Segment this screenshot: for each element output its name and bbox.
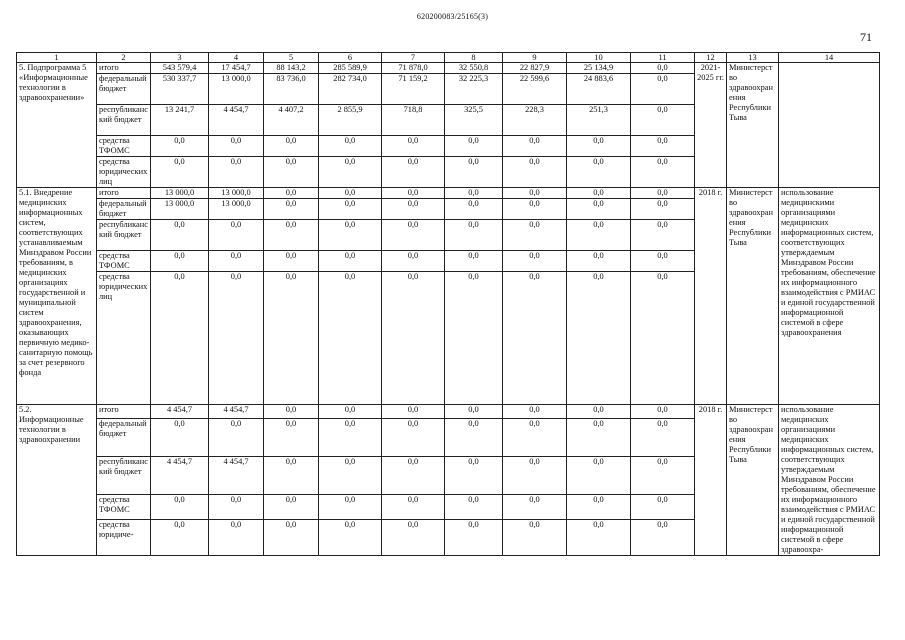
amount-cell: 0,0 (567, 157, 631, 188)
amount-cell: 0,0 (567, 272, 631, 405)
amount-cell: 0,0 (631, 520, 695, 556)
amount-cell: 13 000,0 (151, 188, 209, 199)
amount-cell: 0,0 (264, 188, 319, 199)
amount-cell: 0,0 (264, 157, 319, 188)
amount-cell: 0,0 (209, 418, 264, 456)
amount-cell: 0,0 (151, 272, 209, 405)
amount-cell: 0,0 (631, 199, 695, 220)
amount-cell: 0,0 (445, 272, 503, 405)
amount-cell: 0,0 (319, 157, 382, 188)
amount-cell: 0,0 (567, 251, 631, 272)
amount-cell: 0,0 (151, 251, 209, 272)
amount-cell: 0,0 (264, 272, 319, 405)
amount-cell: 0,0 (319, 251, 382, 272)
amount-cell: 0,0 (631, 105, 695, 136)
amount-cell: 0,0 (151, 157, 209, 188)
amount-cell: 13 241,7 (151, 105, 209, 136)
amount-cell: 228,3 (503, 105, 567, 136)
amount-cell: 0,0 (567, 494, 631, 520)
amount-cell: 0,0 (319, 418, 382, 456)
amount-cell: 0,0 (631, 157, 695, 188)
amount-cell: 2 855,9 (319, 105, 382, 136)
amount-cell: 0,0 (445, 456, 503, 494)
amount-cell: 0,0 (631, 188, 695, 199)
amount-cell: 0,0 (503, 220, 567, 251)
amount-cell: 0,0 (567, 405, 631, 419)
amount-cell: 0,0 (631, 272, 695, 405)
amount-cell: 0,0 (503, 136, 567, 157)
amount-cell: 0,0 (382, 456, 445, 494)
amount-cell: 0,0 (382, 188, 445, 199)
funding-source: средства ТФОМС (97, 251, 151, 272)
amount-cell: 22 827,9 (503, 63, 567, 74)
amount-cell: 0,0 (503, 405, 567, 419)
result-cell: использование медицинскими организациями медицинских информационных систем, соответствующих утверждаемым Минздравом России требованиям, обеспечение их информационного взаимодействия с РМИАС и единой государственной информационной системой в сфере здравоохранения (779, 188, 880, 405)
amount-cell: 4 454,7 (151, 456, 209, 494)
funding-source: федеральный бюджет (97, 74, 151, 105)
amount-cell: 22 599,6 (503, 74, 567, 105)
amount-cell: 0,0 (382, 272, 445, 405)
amount-cell: 0,0 (264, 251, 319, 272)
amount-cell: 0,0 (567, 136, 631, 157)
program-name: 5. Подпрограмма 5 «Информационные технологии в здравоохранении» (17, 63, 97, 188)
funding-source: средства юридиче- (97, 520, 151, 556)
funding-source: средства ТФОМС (97, 136, 151, 157)
amount-cell: 0,0 (319, 199, 382, 220)
amount-cell: 0,0 (631, 74, 695, 105)
amount-cell: 0,0 (319, 456, 382, 494)
amount-cell: 0,0 (209, 220, 264, 251)
amount-cell: 17 454,7 (209, 63, 264, 74)
funding-source: федеральный бюджет (97, 199, 151, 220)
amount-cell: 0,0 (382, 251, 445, 272)
amount-cell: 0,0 (151, 220, 209, 251)
document-number: 620200083/25165(3) (416, 12, 489, 21)
budget-table (16, 52, 880, 556)
amount-cell: 13 000,0 (209, 74, 264, 105)
amount-cell: 4 454,7 (151, 405, 209, 419)
funding-source: республиканский бюджет (97, 105, 151, 136)
column-header: 10 (567, 53, 631, 63)
amount-cell: 0,0 (264, 418, 319, 456)
period-cell: 2018 г. (695, 188, 727, 405)
amount-cell: 32 225,3 (445, 74, 503, 105)
column-header: 3 (151, 53, 209, 63)
amount-cell: 0,0 (382, 157, 445, 188)
funding-source: средства юридических лиц (97, 272, 151, 405)
amount-cell: 0,0 (631, 456, 695, 494)
amount-cell: 0,0 (264, 456, 319, 494)
funding-source: федеральный бюджет (97, 418, 151, 456)
program-name: 5.1. Внедрение медицинских информационных систем, соответствующих устанавливаемым Минздравом России требованиям, в медицинских организациях государственной и муниципальной систем здравоохранения, оказывающих первичную медико-санитарную помощь за счет резервного фонда (17, 188, 97, 405)
amount-cell: 0,0 (503, 456, 567, 494)
amount-cell: 0,0 (209, 136, 264, 157)
funding-source: итого (97, 188, 151, 199)
executor-cell: Министерство здравоохранения Республики Тыва (727, 405, 779, 556)
amount-cell: 718,8 (382, 105, 445, 136)
amount-cell: 0,0 (631, 418, 695, 456)
column-header: 14 (779, 53, 880, 63)
funding-source: республиканский бюджет (97, 456, 151, 494)
column-header: 9 (503, 53, 567, 63)
funding-source: средства ТФОМС (97, 494, 151, 520)
amount-cell: 0,0 (567, 188, 631, 199)
amount-cell: 0,0 (319, 188, 382, 199)
amount-cell: 83 736,0 (264, 74, 319, 105)
amount-cell: 0,0 (445, 136, 503, 157)
amount-cell: 4 454,7 (209, 405, 264, 419)
amount-cell: 0,0 (264, 199, 319, 220)
amount-cell: 0,0 (319, 494, 382, 520)
amount-cell: 0,0 (445, 251, 503, 272)
amount-cell: 4 454,7 (209, 456, 264, 494)
executor-cell: Министерство здравоохранения Республики Тыва (727, 63, 779, 188)
amount-cell: 71 878,0 (382, 63, 445, 74)
amount-cell: 0,0 (445, 188, 503, 199)
amount-cell: 0,0 (382, 494, 445, 520)
amount-cell: 0,0 (631, 63, 695, 74)
amount-cell: 0,0 (264, 520, 319, 556)
column-header: 7 (382, 53, 445, 63)
amount-cell: 4 454,7 (209, 105, 264, 136)
amount-cell: 0,0 (503, 251, 567, 272)
amount-cell: 0,0 (209, 157, 264, 188)
amount-cell: 325,5 (445, 105, 503, 136)
amount-cell: 0,0 (151, 520, 209, 556)
amount-cell: 0,0 (503, 157, 567, 188)
funding-source: средства юридических лиц (97, 157, 151, 188)
table-row (17, 188, 880, 199)
column-header: 6 (319, 53, 382, 63)
amount-cell: 0,0 (382, 418, 445, 456)
amount-cell: 0,0 (209, 494, 264, 520)
amount-cell: 0,0 (567, 418, 631, 456)
amount-cell: 0,0 (151, 494, 209, 520)
amount-cell: 0,0 (631, 494, 695, 520)
amount-cell: 0,0 (209, 251, 264, 272)
amount-cell: 0,0 (209, 520, 264, 556)
amount-cell: 0,0 (445, 220, 503, 251)
amount-cell: 0,0 (503, 188, 567, 199)
amount-cell: 0,0 (264, 136, 319, 157)
amount-cell: 71 159,2 (382, 74, 445, 105)
amount-cell: 32 550,8 (445, 63, 503, 74)
amount-cell: 0,0 (631, 251, 695, 272)
column-header: 12 (695, 53, 727, 63)
amount-cell: 285 589,9 (319, 63, 382, 74)
column-header: 8 (445, 53, 503, 63)
amount-cell: 0,0 (567, 220, 631, 251)
amount-cell: 0,0 (319, 136, 382, 157)
amount-cell: 0,0 (445, 494, 503, 520)
amount-cell: 0,0 (319, 405, 382, 419)
amount-cell: 0,0 (382, 405, 445, 419)
amount-cell: 0,0 (567, 199, 631, 220)
table-row (17, 405, 880, 419)
amount-cell: 13 000,0 (151, 199, 209, 220)
amount-cell: 0,0 (503, 494, 567, 520)
column-header: 4 (209, 53, 264, 63)
funding-source: республиканский бюджет (97, 220, 151, 251)
amount-cell: 0,0 (445, 199, 503, 220)
amount-cell: 0,0 (264, 220, 319, 251)
column-header: 1 (17, 53, 97, 63)
amount-cell: 0,0 (151, 418, 209, 456)
funding-source: итого (97, 405, 151, 419)
result-cell (779, 63, 880, 188)
amount-cell: 0,0 (382, 199, 445, 220)
period-cell: 2018 г. (695, 405, 727, 556)
amount-cell: 13 000,0 (209, 188, 264, 199)
amount-cell: 0,0 (503, 272, 567, 405)
amount-cell: 543 579,4 (151, 63, 209, 74)
amount-cell: 88 143,2 (264, 63, 319, 74)
column-header: 11 (631, 53, 695, 63)
amount-cell: 25 134,9 (567, 63, 631, 74)
column-header: 2 (97, 53, 151, 63)
amount-cell: 0,0 (631, 220, 695, 251)
amount-cell: 0,0 (319, 520, 382, 556)
amount-cell: 4 407,2 (264, 105, 319, 136)
executor-cell: Министерство здравоохранения Республики Тыва (727, 188, 779, 405)
amount-cell: 530 337,7 (151, 74, 209, 105)
amount-cell: 251,3 (567, 105, 631, 136)
amount-cell: 0,0 (445, 405, 503, 419)
amount-cell: 0,0 (445, 520, 503, 556)
amount-cell: 0,0 (567, 520, 631, 556)
program-name: 5.2. Информационные технологии в здравоохранении (17, 405, 97, 556)
amount-cell: 0,0 (503, 418, 567, 456)
amount-cell: 0,0 (382, 220, 445, 251)
amount-cell: 0,0 (209, 272, 264, 405)
amount-cell: 24 883,6 (567, 74, 631, 105)
amount-cell: 13 000,0 (209, 199, 264, 220)
amount-cell: 0,0 (567, 456, 631, 494)
amount-cell: 282 734,0 (319, 74, 382, 105)
amount-cell: 0,0 (151, 136, 209, 157)
amount-cell: 0,0 (264, 405, 319, 419)
header-row (17, 53, 880, 63)
amount-cell: 0,0 (445, 157, 503, 188)
amount-cell: 0,0 (264, 494, 319, 520)
amount-cell: 0,0 (382, 520, 445, 556)
amount-cell: 0,0 (319, 220, 382, 251)
amount-cell: 0,0 (631, 405, 695, 419)
amount-cell: 0,0 (382, 136, 445, 157)
amount-cell: 0,0 (503, 199, 567, 220)
amount-cell: 0,0 (445, 418, 503, 456)
amount-cell: 0,0 (631, 136, 695, 157)
result-cell: использование медицинских организациями медицинских информационных систем, соответствующих утверждаемым Минздравом России требованиям, обеспечение их информационного взаимодействия с РМИАС и единой государственной информационной системой в сфере здравоохра- (779, 405, 880, 556)
table-row (17, 63, 880, 74)
amount-cell: 0,0 (319, 272, 382, 405)
funding-source: итого (97, 63, 151, 74)
column-header: 5 (264, 53, 319, 63)
page-number: 71 (860, 30, 872, 44)
column-header: 13 (727, 53, 779, 63)
period-cell: 2021-2025 гг. (695, 63, 727, 188)
amount-cell: 0,0 (503, 520, 567, 556)
